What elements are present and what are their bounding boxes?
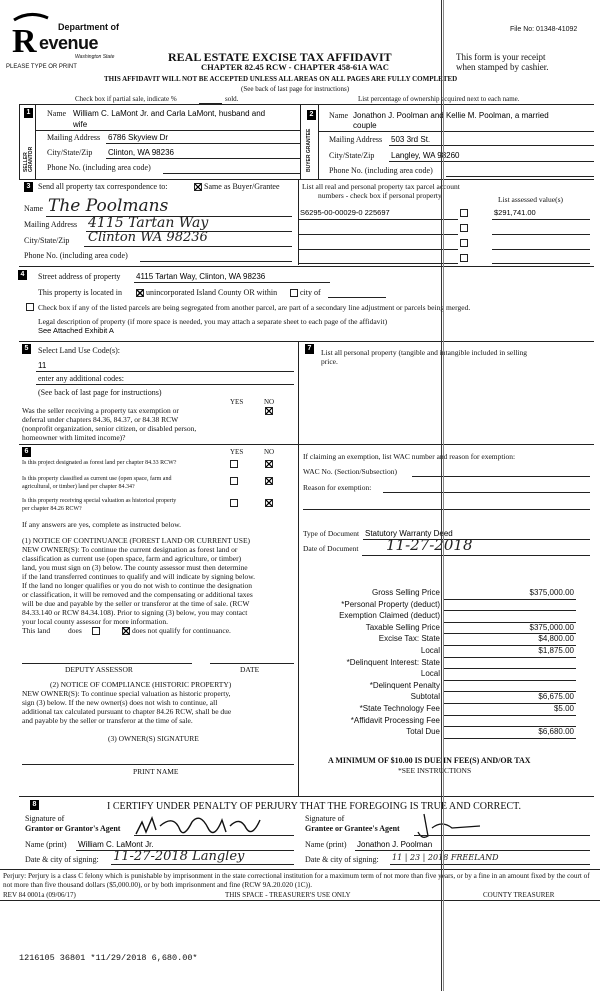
buyer-city-field[interactable]: Langley, WA 98260 [391, 151, 460, 160]
rev-number: REV 84 0001a (09/06/17) [3, 891, 76, 899]
tax-row-rule [444, 668, 576, 669]
seller-city-label: City/State/Zip [47, 148, 93, 157]
section-1-left-border [19, 104, 20, 179]
does-not-qualify-label: does not qualify for continuance. [132, 626, 231, 635]
tax-row-value[interactable]: $375,000.00 [529, 622, 574, 632]
section-3-top-border [19, 179, 594, 180]
grantee-name-label: Name (print) [305, 840, 347, 849]
historic-question-2: per chapter 84.26 RCW? [22, 506, 82, 512]
receipt-note-2: when stamped by cashier. [456, 62, 549, 72]
land-use-yes-header: YES [230, 398, 244, 406]
tax-row-label: Local [420, 646, 440, 655]
grantee-date-rule [390, 864, 590, 865]
seller-address-label: Mailing Address [47, 133, 101, 142]
parcel-rule-4[interactable] [298, 263, 458, 264]
tax-row-rule [444, 715, 576, 716]
grantor-signature-line [134, 835, 294, 836]
owner-signature-line[interactable] [22, 764, 294, 765]
section-3-parcel-divider [298, 179, 299, 265]
tax-row-rule [444, 657, 576, 658]
tax-row-rule [444, 680, 576, 681]
forest-land-no-checkbox[interactable] [265, 460, 273, 468]
current-use-question-1: Is this property classified as current use (open space, farm and [22, 476, 172, 482]
seller-phone-field[interactable] [163, 173, 300, 174]
segregate-label: Check box if any of the listed parcels are being segregated from another parcel, are part of a secondary line adjustment or parcels being merged. [38, 303, 471, 312]
parcel-rule-2[interactable] [298, 234, 458, 235]
continuance-line: will be due and payable by the seller or transferor at the time of sale. (RCW [22, 599, 250, 608]
street-address-field[interactable]: 4115 Tartan Way, Clinton, WA 98236 [136, 272, 266, 281]
doc-type-field[interactable]: Statutory Warranty Deed [365, 529, 453, 538]
logo-revenue: evenue [39, 33, 99, 53]
does-qualify-checkbox[interactable] [92, 627, 100, 635]
doc-date-field[interactable]: 11-27-2018 [386, 536, 473, 554]
cashier-stamp: 1216105 36801 *11/29/2018 6,680.00* [19, 953, 198, 963]
buyer-name-line-2[interactable]: couple [353, 121, 377, 130]
grantor-date-city-field[interactable]: 11-27-2018 Langley [113, 849, 245, 864]
compliance-line: and payable by the seller or transferor at the time of sale. [22, 716, 193, 725]
wac-number-label: WAC No. (Section/Subsection) [303, 467, 397, 476]
compliance-line: NEW OWNER(S): To continue special valuation as historic property, [22, 689, 231, 698]
continuance-line: or classification, it will be removed and the compensating or additional taxes [22, 590, 253, 599]
section-5-number: 5 [22, 344, 31, 354]
check-mark-icon [137, 290, 143, 296]
exemption-question-2: deferral under chapters 84.36, 84.37, or 84.38 RCW [22, 415, 179, 424]
tax-row-label: Local [420, 669, 440, 679]
perjury-notice: Perjury: Perjury is a class C felony which is punishable by imprisonment in the state correctional institution for a maximum term of not more than five years, or by a fine in an amount fixed by the court of not more than five thousand dollars ($5,000.00), or by both imprisonment and fine (RCW 9A.20.020 (1C)). [3, 872, 590, 889]
does-not-qualify-checkbox[interactable] [122, 627, 130, 635]
perjury-top-border [0, 869, 600, 870]
section-2-number: 2 [307, 110, 316, 120]
tax-row-label: Gross Selling Price [371, 588, 440, 597]
see-instructions-note: *SEE INSTRUCTIONS [398, 766, 472, 775]
land-use-code-rule [36, 371, 294, 372]
seller-phone-label: Phone No. (including area code) [47, 163, 151, 172]
form-title: REAL ESTATE EXCISE TAX AFFIDAVIT [168, 50, 392, 64]
continuance-line: land, you must sign on (3) below. The county assessor must then determine [22, 563, 248, 572]
certify-statement: I CERTIFY UNDER PENALTY OF PERJURY THAT THE FOREGOING IS TRUE AND CORRECT. [107, 801, 521, 812]
personal-property-checkbox-1[interactable] [460, 209, 468, 217]
exemption-reason-label: Reason for exemption: [303, 483, 372, 492]
exemption-top-border [298, 444, 594, 445]
if-yes-instruction: If any answers are yes, complete as instructed below. [22, 520, 182, 529]
correspondence-address-field[interactable]: 4115 Tartan Way [88, 215, 209, 231]
parcel-number-1[interactable]: S6295-00-00029-0 225697 [300, 208, 390, 217]
logo-letter: R [12, 23, 37, 60]
owner-signature-label: (3) OWNER(S) SIGNATURE [108, 734, 199, 743]
land-use-label: Select Land Use Code(s): [38, 346, 120, 355]
personal-property-checkbox-2[interactable] [460, 224, 468, 232]
tax-row-label: *State Technology Fee [359, 704, 440, 713]
tax-row-value[interactable]: $6,680.00 [538, 727, 574, 737]
tax-row-label: Taxable Selling Price [365, 622, 440, 632]
tax-row-label: Exemption Claimed (deduct) [339, 611, 440, 621]
parcel-header-1: List all real and personal property tax parcel account [302, 182, 460, 191]
grantee-name-field[interactable]: Jonathon J. Poolman [357, 840, 433, 849]
seller-side-label: SELLER GRANTOR [23, 146, 34, 172]
grantor-name-field[interactable]: William C. LaMont Jr. [78, 840, 154, 849]
grantee-signature-icon [416, 812, 486, 842]
section-6-yes-header: YES [230, 448, 244, 456]
doc-date-label: Date of Document [303, 544, 359, 553]
tax-row-rule [444, 610, 576, 611]
ownership-note: List percentage of ownership acquired next to each name. [358, 95, 520, 103]
print-name-label: PRINT NAME [133, 767, 179, 776]
current-use-question-2: agricultural, or timber) land per chapter 84.34? [22, 484, 135, 490]
exemption-question-3: (nonprofit organization, senior citizen, or disabled person, [22, 424, 197, 433]
seller-city-rule [106, 158, 300, 159]
section-6-top-border [19, 444, 298, 445]
tax-row-value[interactable]: $5.00 [553, 704, 574, 713]
unincorporated-checkbox[interactable] [136, 289, 144, 297]
grantor-name-label: Name (print) [25, 840, 67, 849]
assessed-rule-1 [492, 219, 590, 220]
tax-row-value[interactable]: $6,675.00 [538, 692, 574, 702]
within-city-checkbox[interactable] [290, 289, 298, 297]
continuance-line: if the land transferred continues to qualify and will indicate by signing below. [22, 572, 255, 581]
tax-row-rule [444, 738, 576, 739]
check-mark-icon [266, 500, 272, 506]
compliance-line: sign (3) below. If the new owner(s) does not wish to continue, all [22, 698, 218, 707]
grantee-agent-label: Grantee or Grantee's Agent [305, 824, 400, 833]
exemption-question-4: homeowner with limited income)? [22, 433, 126, 442]
buyer-city-rule [389, 161, 594, 162]
assessed-rule-2[interactable] [492, 234, 590, 235]
section-1-number: 1 [24, 108, 33, 118]
buyer-phone-field[interactable] [446, 176, 594, 177]
personal-property-checkbox-3[interactable] [460, 239, 468, 247]
grantor-date-label: Date & city of signing: [25, 855, 99, 864]
section-1-2-divider [300, 104, 301, 179]
tax-row-label: *Delinquent Interest: State [346, 657, 440, 667]
section-3-number: 3 [24, 182, 33, 192]
check-mark-icon [266, 461, 272, 467]
section-5-top-border [19, 341, 594, 342]
unincorporated-label: unincorporated Island County OR within [146, 288, 278, 297]
segregate-checkbox[interactable] [26, 303, 34, 311]
correspondence-name-field[interactable]: The Poolmans [48, 196, 169, 216]
section-6-no-header: NO [264, 448, 275, 456]
exemption-claim-label: If claiming an exemption, list WAC number and reason for exemption: [303, 452, 516, 461]
historic-no-checkbox[interactable] [265, 499, 273, 507]
historic-question-1: Is this property receiving special valuation as historical property [22, 498, 177, 504]
does-label: does [68, 626, 82, 635]
assessed-rule-4[interactable] [492, 263, 590, 264]
personal-property-text-2: price. [321, 357, 338, 366]
buyer-address-field[interactable]: 503 3rd St. [391, 135, 431, 144]
tax-row-label: *Delinquent Penalty [369, 680, 440, 690]
doc-date-rule [362, 555, 590, 556]
partial-sale-label: Check box if partial sale, indicate % [75, 95, 177, 103]
seller-name-rule [36, 130, 300, 131]
section-4-top-border [19, 266, 594, 267]
assessed-rule-3[interactable] [492, 249, 590, 250]
land-use-no-header: NO [264, 398, 275, 406]
scan-crease-line [441, 0, 442, 991]
seller-name-label: Name [47, 109, 67, 118]
parcel-rule-3[interactable] [298, 249, 458, 250]
correspondence-address-label: Mailing Address [24, 220, 78, 229]
continuance-title: (1) NOTICE OF CONTINUANCE (FOREST LAND OR CURRENT USE) [22, 536, 251, 545]
buyer-name-label: Name [329, 111, 349, 120]
seller-side-rule [35, 105, 36, 179]
legal-description-label: Legal description of property (if more space is needed, you may attach a separate sheet to each page of the affidavit) [38, 317, 388, 326]
tax-row-label: Subtotal [410, 692, 440, 702]
continuance-line: classification as current use (open space, farm and agriculture, or timber) [22, 554, 242, 563]
street-address-rule [134, 282, 330, 283]
buyer-side-label: BUYER GRANTEE [306, 128, 312, 172]
deputy-assessor-signature-line[interactable] [22, 663, 192, 664]
compliance-line: additional tax calculated pursuant to chapter 84.26 RCW, shall be due [22, 707, 232, 716]
grantee-date-city-field[interactable]: 11 | 23 | 2018 FREELAND [392, 853, 499, 862]
logo-department: Department of [58, 22, 120, 32]
assessed-value-1[interactable]: $291,741.00 [494, 208, 536, 217]
same-as-buyer-label: Same as Buyer/Grantee [204, 182, 280, 191]
continuance-line: 84.33.140 or RCW 84.34.108). Prior to signing (3) below, you may contact [22, 608, 248, 617]
grantee-date-label: Date & city of signing: [305, 855, 379, 864]
tax-row-label: Excise Tax: State [378, 634, 440, 644]
exemption-no-checkbox[interactable] [265, 407, 273, 415]
personal-property-text-1: List all personal property (tangible and intangible included in selling [321, 348, 527, 357]
treasurer-top-border [0, 900, 600, 901]
tax-row-label: Total Due [406, 727, 440, 737]
grantor-signature-label: Signature of [25, 814, 65, 823]
exemption-reason-field-2[interactable] [303, 509, 590, 510]
buyer-city-label: City/State/Zip [329, 151, 375, 160]
tax-row-value[interactable]: $4,800.00 [538, 634, 574, 644]
deputy-date-label: DATE [240, 665, 260, 674]
personal-property-checkbox-4[interactable] [460, 254, 468, 262]
logo-state: Washington State [75, 54, 115, 60]
correspondence-phone-field[interactable] [140, 261, 292, 262]
county-treasurer-label: COUNTY TREASURER [483, 891, 555, 899]
deputy-assessor-label: DEPUTY ASSESSOR [65, 665, 133, 674]
additional-codes-field[interactable] [36, 384, 294, 385]
compliance-title: (2) NOTICE OF COMPLIANCE (HISTORIC PROPERTY) [50, 680, 232, 689]
legal-description-field[interactable]: See Attached Exhibit A [38, 326, 114, 335]
seller-city-field[interactable]: Clinton, WA 98236 [108, 148, 174, 157]
tax-row-label: *Affidavit Processing Fee [350, 715, 440, 725]
this-land-label: This land [22, 626, 51, 635]
doc-type-label: Type of Document [303, 529, 360, 538]
seller-name-line-2[interactable]: wife [73, 120, 88, 129]
section-7-number: 7 [305, 344, 314, 354]
assessed-value-header: List assessed value(s) [498, 195, 563, 204]
section-1-top-border [19, 104, 594, 105]
current-use-yes-checkbox[interactable] [230, 477, 238, 485]
forest-land-question: Is this project designated as forest land per chapter 84.33 RCW? [22, 460, 177, 466]
tax-row-label: *Personal Property (deduct) [341, 599, 440, 609]
located-in-label: This property is located in [38, 288, 122, 297]
parcel-header-2: numbers - check box if personal property [318, 191, 442, 200]
grantee-signature-label: Signature of [305, 814, 345, 823]
additional-codes-label: enter any additional codes: [38, 374, 124, 383]
continuance-line: NEW OWNER(S): To continue the current designation as forest land or [22, 545, 238, 554]
buyer-side-rule [318, 105, 319, 179]
section-8-top-border [19, 796, 594, 797]
seller-address-field[interactable]: 6786 Skyview Dr [108, 133, 169, 142]
buyer-name-line-1[interactable]: Jonathon J. Poolman and Kellie M. Poolman, a married [353, 111, 549, 120]
section-8-number: 8 [30, 800, 39, 810]
grantee-name-rule [355, 850, 590, 851]
continuance-line: If the land no longer qualifies or you do not wish to continue the designation [22, 581, 252, 590]
deputy-assessor-date-line[interactable] [210, 663, 294, 664]
exemption-question-1: Was the seller receiving a property tax exemption or [22, 406, 179, 415]
correspondence-city-rule [84, 246, 292, 247]
form-warning: THIS AFFIDAVIT WILL NOT BE ACCEPTED UNLESS ALL AREAS ON ALL PAGES ARE FULLY COMPLETED [104, 75, 458, 83]
form-chapter: CHAPTER 82.45 RCW - CHAPTER 458-61A WAC [201, 62, 389, 72]
partial-sold-label: sold. [225, 95, 239, 103]
seller-address-rule [106, 143, 300, 144]
correspondence-name-label: Name [24, 204, 44, 213]
tax-row-value[interactable]: $1,875.00 [538, 646, 574, 655]
grantor-agent-label: Grantor or Grantor's Agent [25, 824, 121, 833]
grantor-signature-icon [134, 812, 264, 842]
historic-yes-checkbox[interactable] [230, 499, 238, 507]
city-of-label: city of [300, 288, 321, 297]
correspondence-phone-label: Phone No. (including area code) [24, 251, 128, 260]
street-address-label: Street address of property [38, 272, 121, 281]
correspondence-city-field[interactable]: Clinton WA 98236 [88, 230, 208, 245]
scan-crease-line-2 [443, 0, 444, 991]
check-mark-icon [195, 184, 201, 190]
parcel-rule-1 [298, 219, 458, 220]
minimum-fee-note: A MINIMUM OF $10.00 IS DUE IN FEE(S) AND/OR TAX [328, 756, 531, 765]
tax-correspondence-label: Send all property tax correspondence to: [38, 182, 168, 191]
check-mark-icon [266, 478, 272, 484]
current-use-no-checkbox[interactable] [265, 477, 273, 485]
buyer-name-rule [319, 131, 594, 132]
check-mark-icon [123, 628, 129, 634]
tax-row-value[interactable]: $375,000.00 [529, 588, 574, 597]
correspondence-city-label: City/State/Zip [24, 236, 70, 245]
section-4-number: 4 [18, 270, 27, 280]
forest-land-yes-checkbox[interactable] [230, 460, 238, 468]
seller-name-line-1[interactable]: William C. LaMont Jr. and Carla LaMont, husband and [73, 109, 266, 118]
check-mark-icon [266, 408, 272, 414]
receipt-note-1: This form is your receipt [456, 52, 546, 62]
treasurer-use-label: THIS SPACE - TREASURER'S USE ONLY [225, 891, 351, 899]
buyer-address-rule [389, 145, 594, 146]
wac-number-field[interactable] [412, 476, 590, 477]
continuance-line: your local county assessor for more information. [22, 617, 169, 626]
grantor-date-rule [111, 864, 294, 865]
land-use-code-field[interactable]: 11 [38, 361, 47, 370]
section-6-number: 6 [22, 447, 31, 457]
tax-row-rule [444, 599, 576, 600]
exemption-reason-field[interactable] [383, 492, 590, 493]
land-use-see-back: (See back of last page for instructions) [38, 388, 162, 397]
buyer-address-label: Mailing Address [329, 135, 383, 144]
main-column-divider [298, 341, 299, 796]
buyer-phone-label: Phone No. (including area code) [329, 166, 433, 175]
see-back-header: (See back of last page for instructions) [241, 85, 350, 93]
file-number: File No: 01348-41092 [510, 26, 578, 33]
please-type: PLEASE TYPE OR PRINT [6, 64, 77, 70]
city-of-field[interactable] [328, 297, 386, 298]
same-as-buyer-checkbox[interactable] [194, 183, 202, 191]
